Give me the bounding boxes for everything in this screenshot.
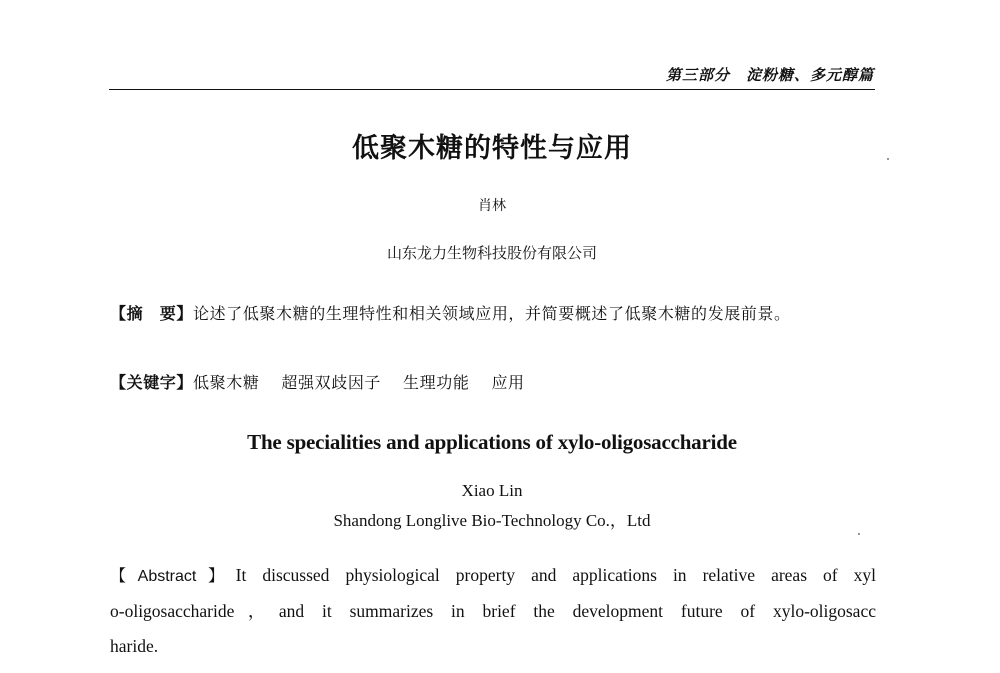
chinese-abstract [110,296,876,331]
chinese-abstract-label: 【摘 要】 [110,304,194,323]
keyword: 生理功能 [403,373,470,392]
english-abstract-label: 【Abstract】 [110,568,236,585]
running-head: 第三部分 淀粉糖、多元醇篇 [665,66,874,84]
english-abstract [110,558,876,664]
chinese-author: 肖林 [478,198,506,214]
english-abstract-line: o-oligosaccharide，and it summarizes in brief the development future of xylo-oligosacc [110,601,876,621]
english-author: Xiao Lin [461,481,523,500]
chinese-keywords [110,371,876,395]
keyword: 应用 [491,373,525,392]
english-title: The specialities and applications of xylo-oligosaccharide [247,430,737,454]
scan-speck [858,533,860,535]
keyword: 低聚木糖 [193,373,260,392]
keyword: 超强双歧因子 [281,373,382,392]
header-rule [109,89,875,90]
english-abstract-line-text: It discussed physiological property and applications in relative areas of xyl [235,565,876,585]
english-affiliation: Shandong Longlive Bio-Technology Co.，Ltd [333,511,651,530]
english-abstract-line: haride. [110,636,159,656]
english-abstract-line [110,558,876,594]
chinese-keywords-label: 【关键字】 [110,373,194,392]
chinese-abstract-text: 论述了低聚木糖的生理特性和相关领域应用，并简要概述了低聚木糖的发展前景。 [193,304,791,323]
chinese-affiliation: 山东龙力生物科技股份有限公司 [386,244,597,262]
chinese-title: 低聚木糖的特性与应用 [352,133,632,164]
scan-speck [887,158,889,160]
